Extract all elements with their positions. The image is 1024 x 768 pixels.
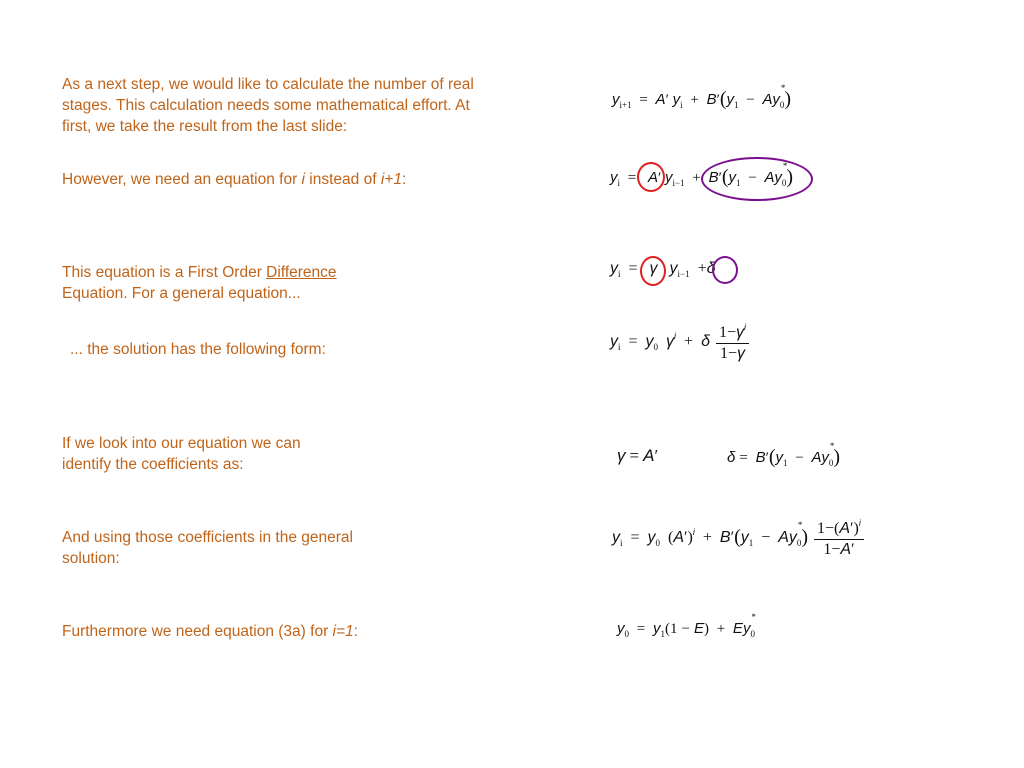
eq3a-text-i1: i=1 <box>332 623 354 640</box>
paragraph-coefficients <box>62 433 337 475</box>
paragraph-need-equation <box>62 169 406 190</box>
need-text-c: instead of <box>305 171 381 188</box>
diff-text-a: This equation is a First Order <box>62 264 267 281</box>
general-solution-text: And using those coefficients in the general solution: <box>62 529 353 567</box>
fraction-solution: $\frac{1-\gamma^i}{1-\gamma}$ <box>716 322 749 363</box>
paragraph-general-solution <box>62 527 392 569</box>
equation-general-difference: $y_i = \gamma$ $y_{i-1} +\delta$ <box>610 260 716 279</box>
need-text-colon: : <box>401 171 407 188</box>
highlight-ring-gamma <box>640 256 666 286</box>
equation-shifted: $y_i = A'$ $y_{i-1} + B'(y_1 - Ay$ * $_0$) <box>610 161 794 188</box>
fraction-full-solution: $\frac{1-(A')^i}{1-A'}$ <box>814 518 864 559</box>
highlight-ring-b-term <box>701 157 813 201</box>
equation-full-solution: $y_i = y_0$ $(A')^i + B'(y_1 - Ay$ * $_0$) $\frac{1-(A')^i}{1-A'}$ <box>612 518 866 559</box>
coefficients-text: If we look into our equation we can identify the coefficients as: <box>62 435 301 473</box>
equation-3a-i1: $y_0 = y_1(1 - E) + Ey$ * $_0$ <box>617 612 756 639</box>
difference-link[interactable]: Difference <box>266 264 337 281</box>
equation-recursion: $y_{i+1} = A'$ $y_i + B'(y_1 - Ay$ * $_0$) <box>612 83 792 110</box>
highlight-ring-a-prime <box>637 162 665 192</box>
need-text-i: i <box>301 171 305 188</box>
need-text-i1: i+1 <box>380 171 402 188</box>
highlight-ring-delta <box>712 256 738 284</box>
paragraph-equation-3a <box>62 621 358 642</box>
eq3a-text-a: Furthermore we need equation (3a) for <box>62 623 333 640</box>
paragraph-intro <box>62 74 492 137</box>
equation-general-solution-form: $y_i = y_0$ $\gamma^i + \delta$ $\frac{1-\gamma^i}{1-\gamma}$ <box>610 322 751 363</box>
diff-text-c: Equation. For a general equation... <box>62 285 301 302</box>
equation-delta-coefficient: $\delta = B'(y_1 - Ay$ * $_0$) <box>727 441 841 468</box>
eq3a-text-colon: : <box>353 623 358 640</box>
need-text-a: However, we need an equation for <box>62 171 302 188</box>
paragraph-solution-form <box>70 339 326 360</box>
paragraph-difference-equation <box>62 262 382 304</box>
equation-gamma-coefficient: γ = A′ <box>617 446 659 465</box>
solution-text: ... the solution has the following form: <box>70 341 326 358</box>
intro-text: As a next step, we would like to calculate the number of real stages. This calculation needs some mathematical effort. At first, we take the result from the last slide: <box>62 76 474 135</box>
